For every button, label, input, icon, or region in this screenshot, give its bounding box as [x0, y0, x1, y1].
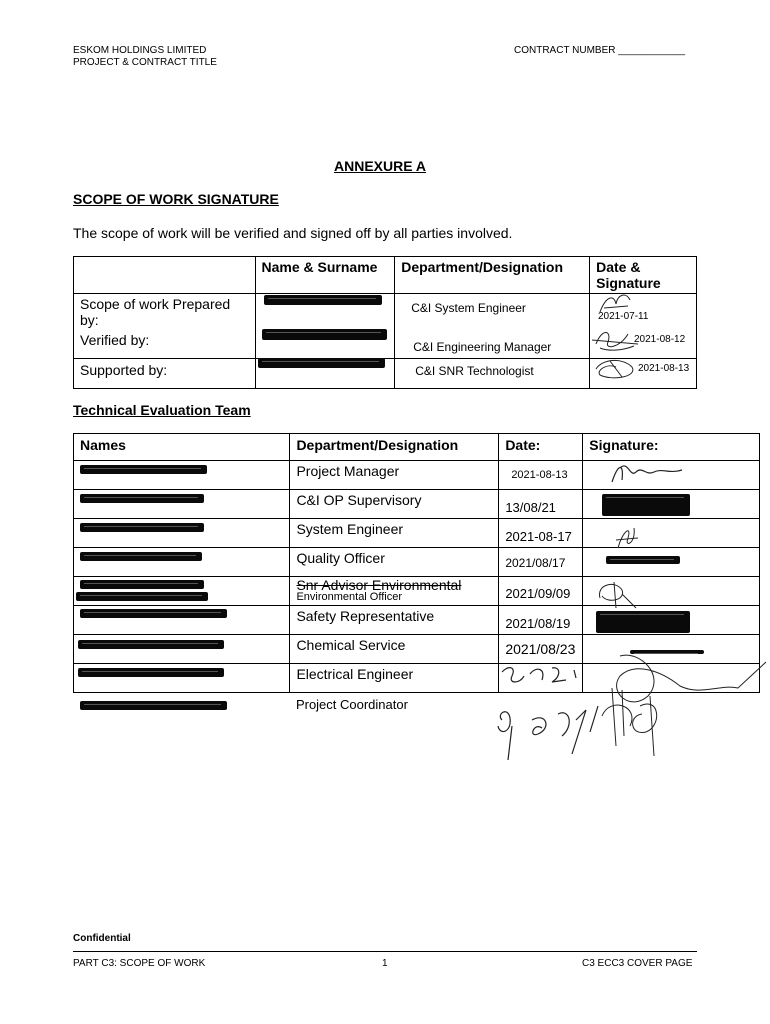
redacted-name: [78, 668, 224, 677]
redacted-name: [262, 329, 387, 340]
signature-environmental: [592, 578, 642, 612]
date-cell: 2021/08/19: [499, 606, 583, 635]
date-verified: 2021-08-12: [634, 334, 686, 345]
dept-struck-text: Snr Advisor Environmental: [296, 577, 462, 593]
table1-header-name: Name & Surname: [255, 257, 395, 294]
table1-header-blank: [74, 257, 256, 294]
date-cell: 2021/08/23: [499, 635, 583, 664]
redacted-name: [264, 295, 382, 305]
redacted-signature: [602, 494, 690, 516]
redacted-name: [258, 358, 385, 368]
date-cell: 2021/08/17: [499, 548, 583, 577]
redacted-signature: [596, 611, 690, 633]
redacted-name: [80, 701, 227, 710]
dept-cell: Project Manager: [290, 461, 499, 490]
signature-project-manager: [606, 458, 686, 488]
date-cell: 2021-08-17: [499, 519, 583, 548]
dept-cell: System Engineer: [290, 519, 499, 548]
signature-verified: [590, 324, 640, 354]
dept-cell: C&I SNR Technologist: [395, 358, 590, 388]
redacted-name: [76, 592, 208, 601]
dept-cell: C&I Engineering Manager: [395, 330, 590, 358]
footer-right: C3 ECC3 COVER PAGE: [582, 958, 693, 969]
annexure-title: ANNEXURE A: [334, 158, 427, 174]
redacted-name: [78, 640, 224, 649]
section-title-scope: SCOPE OF WORK SIGNATURE: [73, 191, 279, 207]
redacted-name: [80, 580, 204, 589]
dept-cell: C&I System Engineer: [395, 294, 590, 331]
signature-cell: [583, 519, 760, 548]
redacted-name: [80, 523, 204, 532]
footer-left: PART C3: SCOPE OF WORK: [73, 958, 206, 969]
intro-text: The scope of work will be verified and signed off by all parties involved.: [73, 225, 513, 241]
table2-header-dept: Department/Designation: [290, 434, 499, 461]
table1-header-date: Date & Signature: [590, 257, 697, 294]
section-title-team: Technical Evaluation Team: [73, 402, 251, 418]
dept-cell: Chemical Service: [290, 635, 499, 664]
confidential-label: Confidential: [73, 933, 131, 944]
dept-cell: Quality Officer: [290, 548, 499, 577]
redacted-name: [80, 609, 227, 618]
redacted-signature: [606, 556, 680, 564]
dept-extra-text: Environmental Officer: [296, 591, 403, 603]
role-label: Scope of work Prepared by:: [74, 294, 256, 331]
date-supported: 2021-08-13: [638, 363, 690, 374]
signature-prepared: [596, 290, 636, 318]
table2-header-signature: Signature:: [583, 434, 760, 461]
dept-cell: Safety Representative: [290, 606, 499, 635]
role-label: Supported by:: [74, 358, 256, 388]
role-label: Verified by:: [74, 330, 256, 358]
table1-header-dept: Department/Designation: [395, 257, 590, 294]
name-cell: [74, 635, 290, 664]
page-number: 1: [382, 958, 388, 969]
date-cell: 2021/09/09: [499, 577, 583, 606]
signature-handwritten-date: [490, 636, 770, 766]
redacted-name: [80, 494, 204, 503]
signature-system-engineer: [612, 518, 642, 554]
company-name: ESKOM HOLDINGS LIMITED: [73, 45, 207, 56]
redacted-name: [80, 552, 202, 561]
dept-cell: Project Coordinator: [295, 697, 408, 712]
signature-supported: [592, 355, 642, 383]
date-cell: 13/08/21: [499, 490, 583, 519]
date-cell: 2021-08-13: [499, 461, 583, 490]
footer-divider: [73, 951, 697, 952]
project-title: PROJECT & CONTRACT TITLE: [73, 57, 217, 68]
contract-number: CONTRACT NUMBER ____________: [514, 45, 686, 56]
table2-header-date: Date:: [499, 434, 583, 461]
dept-cell: C&I OP Supervisory: [290, 490, 499, 519]
dept-cell: Electrical Engineer: [290, 664, 499, 693]
table2-header-names: Names: [74, 434, 290, 461]
dept-cell: [290, 577, 499, 606]
redacted-name: [80, 465, 207, 474]
date-prepared: 2021-07-11: [598, 311, 649, 322]
